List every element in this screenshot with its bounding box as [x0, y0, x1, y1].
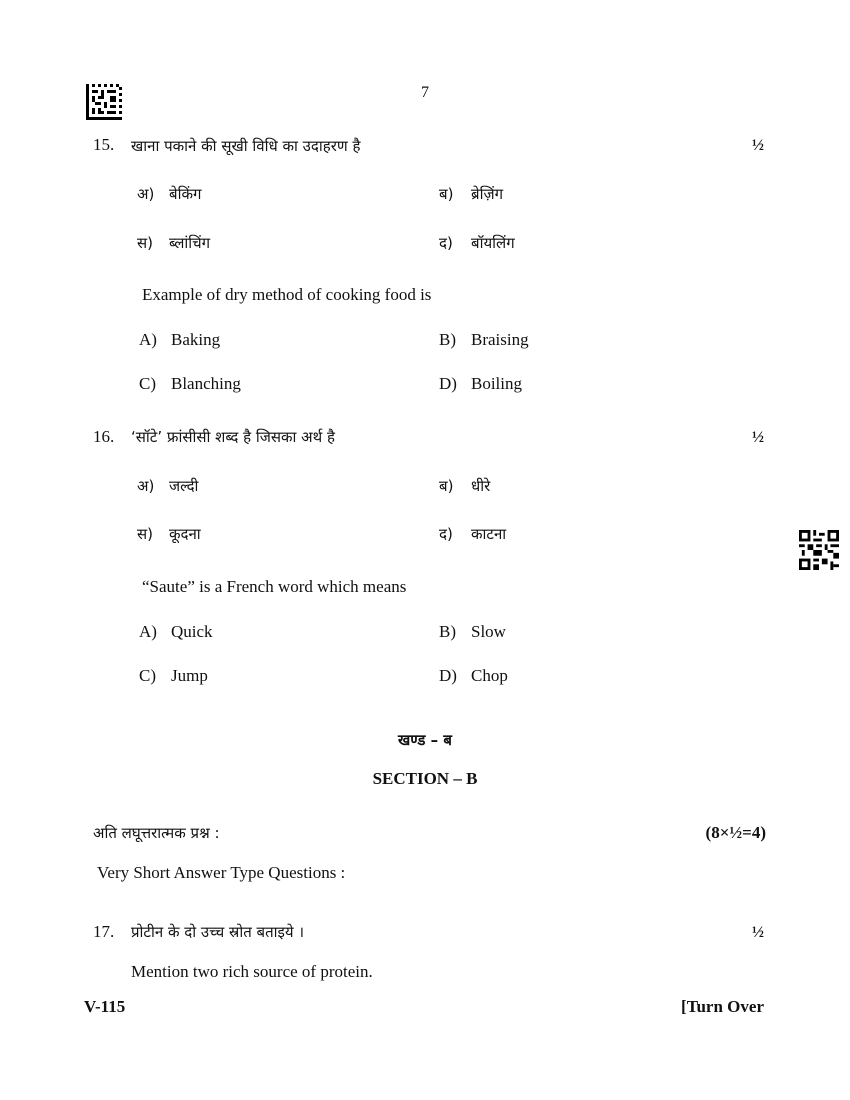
q16-english-option-b: B) Slow — [439, 622, 506, 641]
question-16-number: 16. — [93, 427, 115, 446]
q15-hindi-option-d: द) बॉयलिंग — [439, 234, 515, 252]
section-marks-formula: (8×½=4) — [705, 823, 766, 842]
question-16-hindi: ‘सॉटे’ फ्रांसीसी शब्द है जिसका अर्थ है — [131, 428, 335, 446]
question-17-hindi: प्रोटीन के दो उच्च स्रोत बताइये । — [131, 923, 305, 941]
question-17-number: 17. — [93, 922, 115, 941]
qr-code — [799, 530, 839, 570]
question-17-english: Mention two rich source of protein. — [131, 962, 373, 981]
q16-english-option-c: C) Jump — [139, 666, 208, 685]
question-15-number: 15. — [93, 135, 115, 154]
section-title-english: SECTION – B — [372, 769, 478, 788]
question-16-marks: ½ — [752, 429, 764, 446]
q16-hindi-option-d: द) काटना — [439, 525, 507, 543]
question-15-marks: ½ — [752, 137, 764, 154]
question-15-english: Example of dry method of cooking food is — [142, 285, 432, 304]
section-title-hindi: खण्ड – ब — [398, 731, 452, 749]
q15-english-option-a: A) Baking — [139, 330, 221, 349]
q16-hindi-option-c: स) कूदना — [137, 525, 201, 543]
q16-hindi-option-a: अ) जल्दी — [137, 477, 199, 495]
q16-english-option-d: D) Chop — [439, 666, 508, 685]
turn-over-label: [Turn Over — [681, 997, 764, 1016]
q15-english-option-c: C) Blanching — [139, 374, 241, 393]
question-16-english: “Saute” is a French word which means — [142, 577, 407, 596]
question-15-hindi: खाना पकाने की सूखी विधि का उदाहरण है — [131, 137, 361, 155]
q16-hindi-option-b: ब) धीरे — [439, 477, 491, 495]
q15-hindi-option-a: अ) बेकिंग — [137, 185, 202, 203]
q15-english-option-d: D) Boiling — [439, 374, 523, 393]
q16-english-option-a: A) Quick — [139, 622, 213, 641]
section-instruction-english: Very Short Answer Type Questions : — [97, 863, 346, 882]
q15-hindi-option-c: स) ब्लांचिंग — [137, 234, 211, 252]
paper-code: V-115 — [84, 997, 126, 1016]
section-instruction-hindi: अति लघूत्तरात्मक प्रश्न : — [93, 824, 220, 842]
page-number: 7 — [421, 84, 429, 101]
question-17-marks: ½ — [752, 924, 764, 941]
q15-english-option-b: B) Braising — [439, 330, 529, 349]
q15-hindi-option-b: ब) ब्रेज़िंग — [439, 185, 504, 203]
datamatrix-code — [86, 84, 122, 120]
